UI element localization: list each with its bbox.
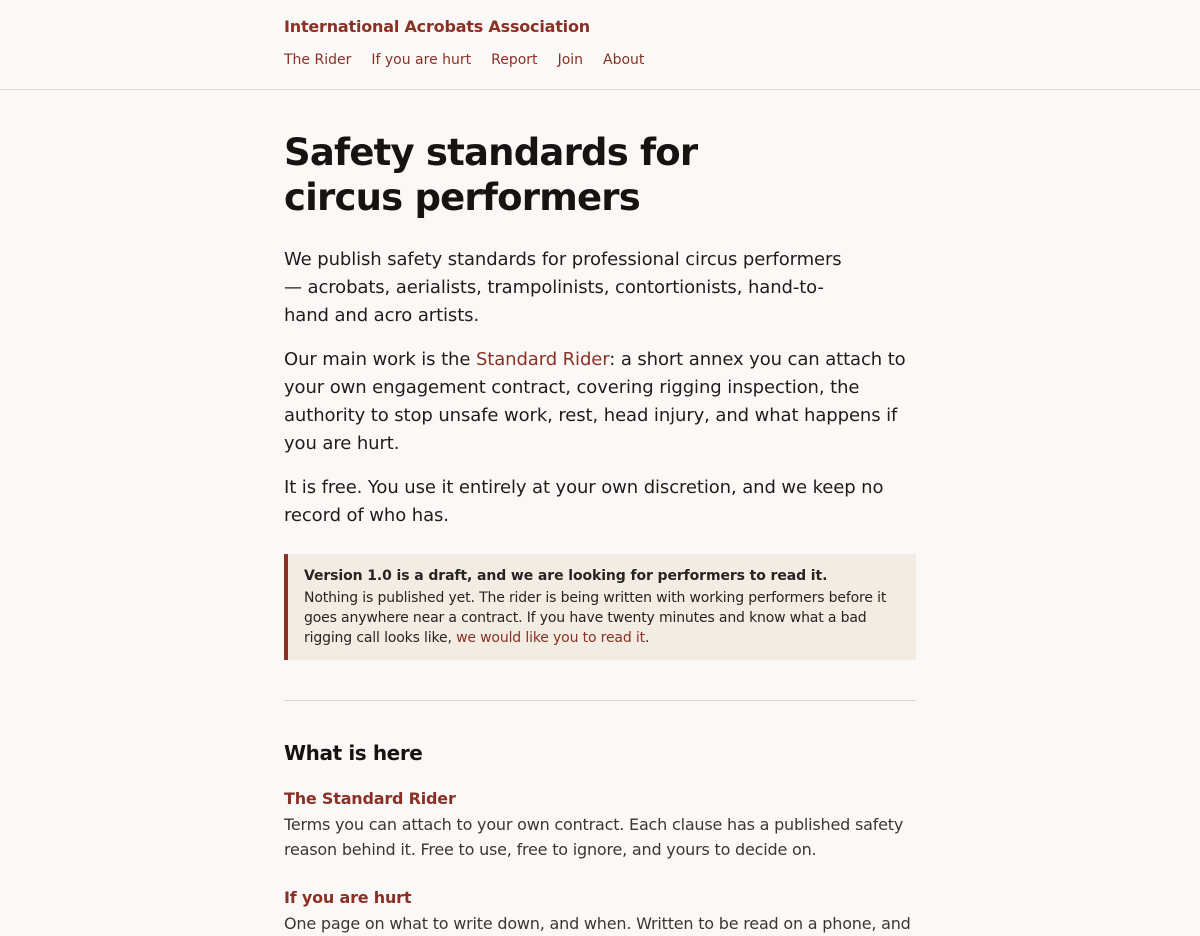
callout-heading: Version 1.0 is a draft, and we are looking for performers to read it. [304,568,828,584]
intro-2-before: Our main work is the [284,349,476,370]
site-title-link[interactable]: International Acrobats Association [284,17,590,36]
nav-about[interactable]: About [603,52,645,68]
list-item [284,888,916,936]
nav-if-you-are-hurt[interactable]: If you are hurt [371,52,472,68]
nav-join[interactable]: Join [557,52,584,68]
nav-the-rider[interactable]: The Rider [284,52,352,68]
items-list [284,789,916,936]
main-nav [284,52,916,68]
standard-rider-link[interactable]: Standard Rider [475,349,610,370]
callout-body: Nothing is published yet. The rider is being written with working performers before it goes anywhere near a contract. If you have twenty minutes and know what a bad rigging call looks like, [304,590,887,646]
intro-paragraph-2 [284,346,916,458]
read-it-link[interactable]: we would like you to read it [456,630,645,646]
section-divider [284,700,916,701]
page-title: Safety standards for circus performers [284,131,698,219]
intro [284,246,916,530]
item-if-you-are-hurt-link[interactable]: If you are hurt [284,888,412,907]
draft-callout [284,554,916,660]
nav-report[interactable]: Report [491,52,538,68]
callout-end: . [644,630,650,646]
section-title: What is here [284,741,423,765]
item-standard-rider-link[interactable]: The Standard Rider [284,789,456,808]
site-header [0,0,1200,90]
intro-paragraph-3: It is free. You use it entirely at your own discretion, and we keep no record of who has. [284,477,884,526]
item-description: Terms you can attach to your own contract. Each clause has a published safety reason behind it. Free to use, free to ignore, and yours to decide on. [284,815,904,859]
callout-text [304,590,886,646]
intro-paragraph-1: We publish safety standards for professional circus performers — acrobats, aerialists, trampolinists, contortionists, hand-to-hand and acro artists. [284,249,842,326]
list-item [284,789,916,862]
intro-2-after: : a short annex you can attach to your own engagement contract, covering rigging inspection, the authority to stop unsafe work, rest, head injury, and what happens if you are hurt. [284,349,906,454]
main-content [0,90,1200,936]
item-description: One page on what to write down, and when. Written to be read on a phone, and [284,914,911,933]
